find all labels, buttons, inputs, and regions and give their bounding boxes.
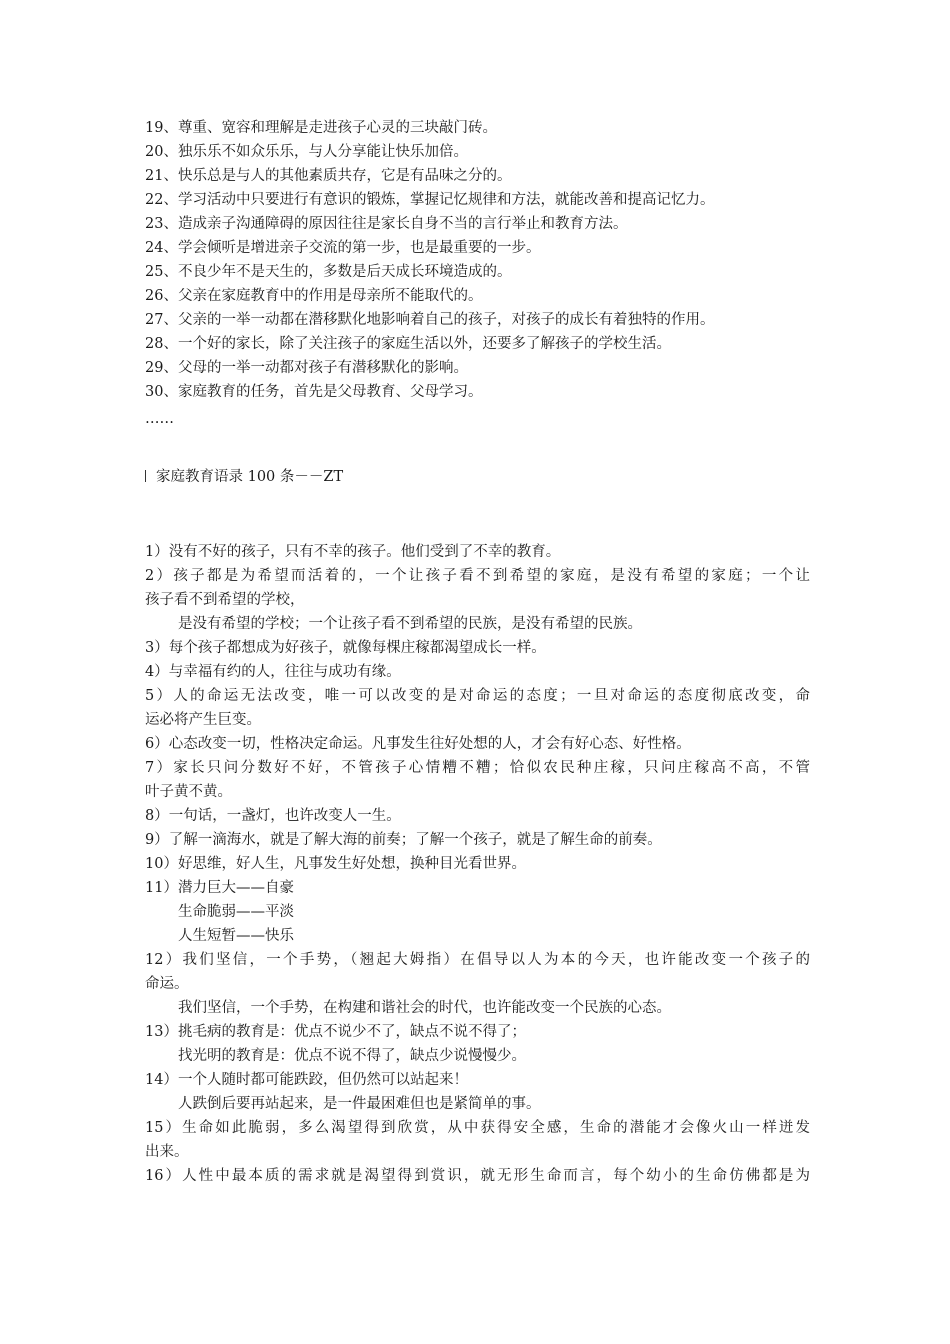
list-item: 28、一个好的家长，除了关注孩子的家庭生活以外，还要多了解孩子的学校生活。 <box>145 336 671 352</box>
list-item: 15）生命如此脆弱，多么渴望得到欣赏，从中获得安全感，生命的潜能才会像火山一样迸发 <box>145 1120 810 1136</box>
section-heading-text: 家庭教育语录 100 条－－ZT <box>156 469 344 485</box>
list-item: 6）心态改变一切，性格决定命运。凡事发生往好处想的人，才会有好心态、好性格。 <box>145 736 691 752</box>
list-item: 3）每个孩子都想成为好孩子，就像每棵庄稼都渴望成长一样。 <box>145 640 546 656</box>
list-item: 运必将产生巨变。 <box>145 712 261 728</box>
list-item: 1）没有不好的孩子，只有不幸的孩子。他们受到了不幸的教育。 <box>145 544 561 560</box>
heading-marker <box>145 470 146 482</box>
list-item: 14）一个人随时都可能跌跤，但仍然可以站起来！ <box>145 1072 468 1088</box>
list-item-continuation: 生命脆弱——平淡 <box>178 904 294 920</box>
quote-list-part-2 <box>145 540 810 1188</box>
list-item: 29、父母的一举一动都对孩子有潜移默化的影响。 <box>145 360 468 376</box>
list-item: 21、快乐总是与人的其他素质共存，它是有品味之分的。 <box>145 168 512 184</box>
list-item: 12）我们坚信，一个手势，（翘起大姆指）在倡导以人为本的今天，也许能改变一个孩子的 <box>145 952 810 968</box>
section-heading <box>145 465 343 489</box>
list-item: 11）潜力巨大——自豪 <box>145 880 294 896</box>
list-item: 2）孩子都是为希望而活着的，一个让孩子看不到希望的家庭，是没有希望的家庭；一个让 <box>145 568 810 584</box>
list-item-continuation: 是没有希望的学校；一个让孩子看不到希望的民族，是没有希望的民族。 <box>178 616 642 632</box>
list-item: 命运。 <box>145 976 189 992</box>
list-item-continuation: 人生短暂——快乐 <box>178 928 294 944</box>
list-item-continuation: 人跌倒后要再站起来，是一件最困难但也是紧简单的事。 <box>178 1096 541 1112</box>
list-item: 9）了解一滴海水，就是了解大海的前奏；了解一个孩子，就是了解生命的前奏。 <box>145 832 662 848</box>
list-item: 22、学习活动中只要进行有意识的锻炼，掌握记忆规律和方法，就能改善和提高记忆力。 <box>145 192 715 208</box>
list-item: 孩子看不到希望的学校， <box>145 592 305 608</box>
list-item: 20、独乐乐不如众乐乐，与人分享能让快乐加倍。 <box>145 144 468 160</box>
quote-list-part-1 <box>145 116 810 404</box>
list-item: 13）挑毛病的教育是：优点不说少不了，缺点不说不得了； <box>145 1024 526 1040</box>
list-item: 叶子黄不黄。 <box>145 784 232 800</box>
list-item-continuation: 我们坚信，一个手势，在构建和谐社会的时代，也许能改变一个民族的心态。 <box>178 1000 671 1016</box>
ellipsis: …… <box>145 411 174 427</box>
list-item: 5）人的命运无法改变，唯一可以改变的是对命运的态度；一旦对命运的态度彻底改变，命 <box>145 688 810 704</box>
list-item: 出来。 <box>145 1144 189 1160</box>
list-item: 4）与幸福有约的人，往往与成功有缘。 <box>145 664 401 680</box>
list-item-continuation: 找光明的教育是：优点不说不得了，缺点少说慢慢少。 <box>178 1048 526 1064</box>
list-item: 10）好思维，好人生，凡事发生好处想，换种目光看世界。 <box>145 856 526 872</box>
list-item: 25、不良少年不是天生的，多数是后天成长环境造成的。 <box>145 264 512 280</box>
list-item: 30、家庭教育的任务，首先是父母教育、父母学习。 <box>145 384 483 400</box>
list-item: 8）一句话，一盏灯，也许改变人一生。 <box>145 808 401 824</box>
list-item: 16）人性中最本质的需求就是渴望得到赏识，就无形生命而言，每个幼小的生命仿佛都是为 <box>145 1168 810 1184</box>
list-item: 19、尊重、宽容和理解是走进孩子心灵的三块敲门砖。 <box>145 120 497 136</box>
list-item: 7）家长只问分数好不好，不管孩子心情糟不糟；恰似农民种庄稼，只问庄稼高不高，不管 <box>145 760 810 776</box>
list-item: 27、父亲的一举一动都在潜移默化地影响着自己的孩子，对孩子的成长有着独特的作用。 <box>145 312 715 328</box>
list-item: 24、学会倾听是增进亲子交流的第一步，也是最重要的一步。 <box>145 240 541 256</box>
list-item: 26、父亲在家庭教育中的作用是母亲所不能取代的。 <box>145 288 483 304</box>
list-item: 23、造成亲子沟通障碍的原因往往是家长自身不当的言行举止和教育方法。 <box>145 216 628 232</box>
